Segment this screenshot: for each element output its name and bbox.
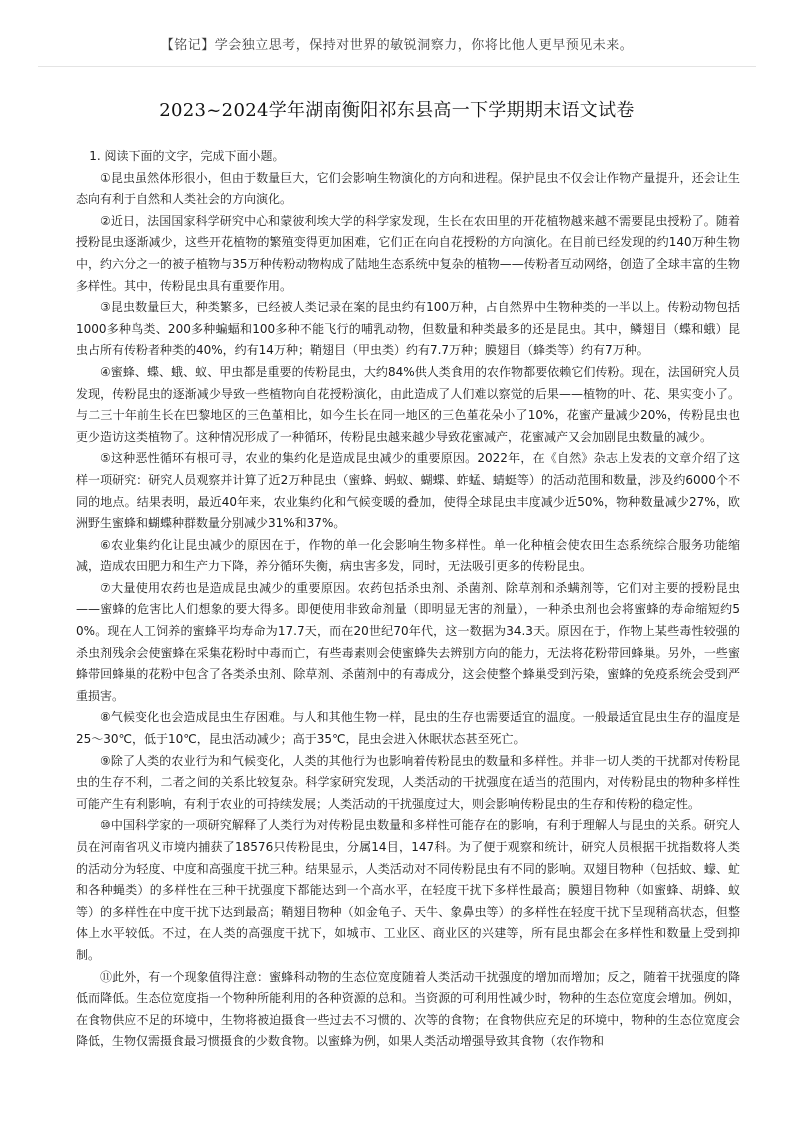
question-prompt: 1. 阅读下面的文字，完成下面小题。 bbox=[89, 149, 285, 163]
paragraph-7: ⑦大量使用农药也是造成昆虫减少的重要原因。农药包括杀虫剂、杀菌剂、除草剂和杀螨剂等，它们对主要的授粉昆虫——蜜蜂的危害比人们想象的要大得多。即便使用非致命剂量（即明显无害的剂量），一种杀虫剂也会将蜜蜂的寿命缩短约50%。现在人工饲养的蜜蜂平均寿命为17.7天，而在20世纪70年代，这一数据为34.3天。原因在于，作物上某些毒性较强的杀虫剂残余会使蜜蜂在采集花粉时中毒而亡，有些毒素则会使蜜蜂失去辨别方向的能力，无法将花粉带回蜂巢。另外，一些蜜蜂带回蜂巢的花粉中包含了各类杀虫剂、除草剂、杀菌剂中的有毒成分，这会使整个蜂巢受到污染，蜜蜂的免疫系统会受到严重损害。 bbox=[76, 580, 740, 703]
paragraph-11: ⑪此外，有一个现象值得注意：蜜蜂科动物的生态位宽度随着人类活动干扰强度的增加而增加；反之，随着干扰强度的降低而降低。生态位宽度指一个物种所能利用的各种资源的总和。当资源的可利用性减少时，物种的生态位宽度会增加。例如，在食物供应不足的环境中，生物将被迫摄食一些过去不习惯的、次等的食物；在食物供应充足的环境中，物种的生态位宽度会降低，生物仅需摄食最习惯摄食的少数食物。以蜜蜂为例，如果人类活动增强导致其食物（农作物和 bbox=[76, 969, 740, 1049]
paragraph-4: ④蜜蜂、蝶、蛾、蚁、甲虫都是重要的传粉昆虫，大约84%供人类食用的农作物都要依赖它们传粉。现在，法国研究人员发现，传粉昆虫的逐渐减少导致一些植物向自花授粉演化，由此造成了人们难以察觉的后果——植物的叶、花、果实变小了。与二三十年前生长在巴黎地区的三色堇相比，如今生长在同一地区的三色堇花朵小了10%，花蜜产量减少20%，传粉昆虫也更少造访这类植物了。这种情况形成了一种循环，传粉昆虫越来越少导致花蜜减产，花蜜减产又会加剧昆虫数量的减少。 bbox=[76, 364, 740, 444]
paragraph-8: ⑧气候变化也会造成昆虫生存困难。与人和其他生物一样，昆虫的生存也需要适宜的温度。一般最适宜昆虫生存的温度是25～30℃，低于10℃，昆虫活动减少；高于35℃，昆虫会进入休眠状态甚至死亡。 bbox=[76, 710, 740, 747]
header-divider bbox=[38, 66, 756, 67]
paragraph-5: ⑤这种恶性循环有根可寻，农业的集约化是造成昆虫减少的重要原因。2022年，在《自然》杂志上发表的文章介绍了这样一项研究：研究人员观察并计算了近2万种昆虫（蜜蜂、蚂蚁、蝴蝶、蚱蜢、蜻蜓等）的活动范围和数量，涉及约6000个不同的地点。结果表明，最近40年来，农业集约化和气候变暖的叠加，使得全球昆虫丰度减少近50%，物种数量减少27%，欧洲野生蜜蜂和蝴蝶种群数量分别减少31%和37%。 bbox=[76, 451, 740, 531]
paragraph-1: ①昆虫虽然体形很小，但由于数量巨大，它们会影响生物演化的方向和进程。保护昆虫不仅会让作物产量提升，还会让生态向有利于自然和人类社会的方向演化。 bbox=[76, 170, 740, 207]
header-motto: 【铭记】学会独立思考，保持对世界的敏锐洞察力，你将比他人更早预见未来。 bbox=[160, 38, 634, 53]
paragraph-9: ⑨除了人类的农业行为和气候变化，人类的其他行为也影响着传粉昆虫的数量和多样性。并非一切人类的干扰都对传粉昆虫的生存不利，二者之间的关系比较复杂。科学家研究发现，人类活动的干扰强度在适当的范围内，对传粉昆虫的物种多样性可能产生有利影响，有利于农业的可持续发展；人类活动的干扰强度过大，则会影响传粉昆虫的生存和传粉的稳定性。 bbox=[76, 753, 740, 811]
page-title: 2023~2024学年湖南衡阳祁东县高一下学期期末语文试卷 bbox=[159, 100, 635, 121]
paragraph-10: ⑩中国科学家的一项研究解释了人类行为对传粉昆虫数量和多样性可能存在的影响，有利于理解人与昆虫的关系。研究人员在河南省巩义市境内捕获了18576只传粉昆虫，分属14目，147科。为了便于观察和统计，研究人员根据干扰指数将人类的活动分为轻度、中度和高强度干扰三种。结果显示，人类活动对不同传粉昆虫有不同的影响。双翅目物种（包括蚊、蠓、虻和各种蝇类）的多样性在三种干扰强度下都能达到一个高水平，在轻度干扰下多样性最高；膜翅目物种（如蜜蜂、胡蜂、蚁等）的多样性在中度干扰下达到最高；鞘翅目物种（如金龟子、天牛、象鼻虫等）的多样性在轻度干扰下呈现稍高状态，但整体上水平较低。不过，在人类的高强度干扰下，如城市、工业区、商业区的兴建等，所有昆虫都会在多样性和数量上受到抑制。 bbox=[76, 818, 740, 962]
paragraph-6: ⑥农业集约化让昆虫减少的原因在于，作物的单一化会影响生物多样性。单一化种植会使农田生态系统综合服务功能缩减，造成农田肥力和生产力下降，养分循环失衡，病虫害多发，同时，无法吸引更多的传粉昆虫。 bbox=[76, 537, 740, 574]
paragraph-2: ②近日，法国国家科学研究中心和蒙彼利埃大学的科学家发现，生长在农田里的开花植物越来越不需要昆虫授粉了。随着授粉昆虫逐渐减少，这些开花植物的繁殖变得更加困难，它们正在向自花授粉的方向演化。在目前已经发现的约140万种生物中，约六分之一的被子植物与35万种传粉动物构成了陆地生态系统中复杂的植物——传粉者互动网络，创造了全球丰富的生物多样性。其中，传粉昆虫具有重要作用。 bbox=[76, 213, 740, 293]
article-body bbox=[76, 146, 740, 1053]
paragraph-3: ③昆虫数量巨大，种类繁多，已经被人类记录在案的昆虫约有100万种，占自然界中生物种类的一半以上。传粉动物包括1000多种鸟类、200多种蝙蝠和100多种不能飞行的哺乳动物，但数量和种类最多的还是昆虫。其中，鳞翅目（蝶和蛾）昆虫占所有传粉者种类的40%，约有14万种；鞘翅目（甲虫类）约有7.7万种；膜翅目（蜂类等）约有7万种。 bbox=[76, 300, 740, 358]
